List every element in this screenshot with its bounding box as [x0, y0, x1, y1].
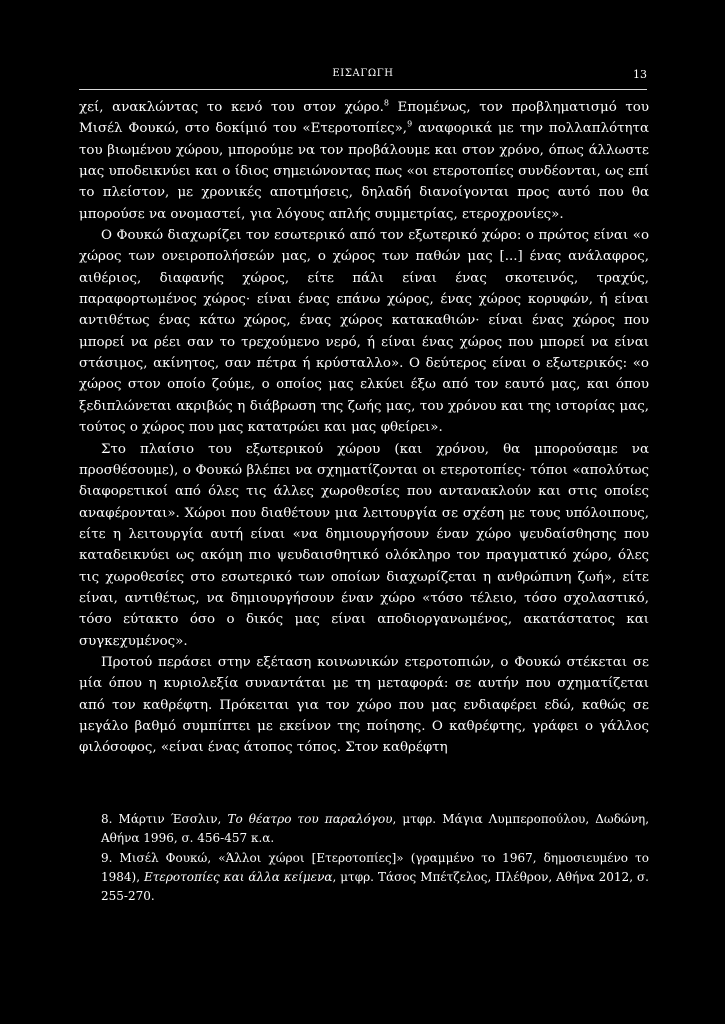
text-run: , μτφρ. Μάγια Λυμπεροπούλου, Δωδώνη, Αθήνα 1996, σ. 456-457 κ.α. [101, 812, 650, 846]
footnote [79, 810, 649, 849]
text-run: Προτού περάσει στην εξέταση κοινωνικών ετεροτοπιών, ο Φουκώ στέκεται σε μία όπου η κυριολεξία συναντάται με τη μεταφορά: σε αυτήν που σχηματίζεται από τον καθρέφτη. Πρόκειται για τον χώρο που μας ενδιαφέρει εδώ, καθώς σε μεγάλο βαθμό συμπίπτει με εκείνον της ποίησης. Ο καθρέφτης, γράφει ο γάλλος φιλόσοφος, «είναι ένας άτοπος τόπος. Στον καθρέφτη [79, 654, 649, 756]
text-run: αναφορικά με την πολλαπλότητα του βιωμένου χώρου, μπορούμε να τον προβάλουμε και στον χρόνο, όπως άλλωστε μας υποδεικνύει και ο ίδιος σημειώνοντας πως «οι ετεροτοπίες συνδέονται, ως επί το πλείστον, με χρονικές αποτμήσεις, δηλαδή διανοίγονται προς αυτό που θα μπορούσε να ονομαστεί, για λόγους απλής συμμετρίας, ετεροχρονίες». [79, 121, 650, 222]
paragraph [79, 97, 649, 225]
italic-title: Ετεροτοπίες και άλλα κείμενα [144, 869, 333, 884]
text-run: , μτφρ. Τάσος Μπέτζελος, Πλέθρον, Αθήνα 2012, σ. 255-270. [101, 869, 649, 904]
footnote-ref: 9 [407, 119, 413, 129]
paragraph [79, 652, 649, 759]
text-run: 8. Μάρτιν Έσσλιν, [101, 812, 228, 826]
body-text [79, 97, 649, 759]
running-title: ΕΙΣΑΓΩΓΗ [332, 68, 394, 79]
text-run: 9. Μισέλ Φουκώ, «Άλλοι χώροι [Ετεροτοπίες]» (γραμμένο το 1967, δημοσιευμένο το 1984), [101, 850, 649, 884]
text-run: Ο Φουκώ διαχωρίζει τον εσωτερικό από τον εξωτερικό χώρο: ο πρώτος είναι «ο χώρος των ονειροπολήσεών μας, ο χώρος των παθών μας [...] ένας ανάλαφρος, αιθέριος, διαφανής χώρος, είτε πάλι είναι ένας σκοτεινός, τραχύς, παραφορτωμένος χώρος· είναι ένας επάνω χώρος, ένας χώρος κορυφών, ή είναι αντιθέτως ένας κάτω χώρος, ένας χώρος κατακαθιών· είναι ένας χώρος που μπορεί να ρέει σαν το τρεχούμενο νερό, ή είναι ένας χώρος που μπορεί να είναι στάσιμος, ακίνητος, σαν πέτρα ή κρύσταλλο». Ο δεύτερος είναι ο εξωτερικός: «ο χώρος στον οποίο ζούμε, ο οποίος μας ελκύει έξω από τον εαυτό μας, και όπου ξεδιπλώνεται ακριβώς η διάβρωση της ζωής μας, του χρόνου και της ιστορίας μας, τούτος ο χώρος που μας κατατρώει και μας φθείρει». [79, 228, 649, 436]
paragraph [79, 439, 649, 652]
italic-title: Το θέατρο του παραλόγου [227, 812, 393, 826]
text-run: Επομένως, τον προβληματισμό του Μισέλ Φουκώ, στο δοκίμιό του «Ετεροτοπίες», [79, 100, 649, 137]
footnote-ref: 8 [383, 98, 389, 108]
paragraph [79, 225, 649, 438]
text-run: χεί, ανακλώντας το κενό του στον χώρο. [79, 100, 384, 115]
footnote [79, 849, 649, 907]
page-header [79, 68, 647, 84]
header-rule [79, 89, 647, 90]
page-number: 13 [633, 68, 647, 81]
footnotes [79, 810, 649, 906]
text-run: Στο πλαίσιο του εξωτερικού χώρου (και χρόνου, θα μπορούσαμε να προσθέσουμε), ο Φουκώ βλέπει να σχηματίζονται οι ετεροτοπίες· τόποι «απολύτως διαφορετικοί από όλες τις άλλες χωροθεσίες που αντανακλούν και στις οποίες αναφέρονται». Χώροι που διαθέτουν μια λειτουργία σε σχέση με τους υπόλοιπους, είτε η λειτουργία αυτή είναι «να δημιουργήσουν έναν χώρο ψευδαίσθησης που καταδεικνύει ως ακόμη πιο ψευδαισθητικό ολόκληρο τον πραγματικό χώρο, όλες τις χωροθεσίες στο εσωτερικό των οποίων διαχωρίζεται η ανθρώπινη ζωή», είτε είναι, αντιθέτως, να δημιουργήσουν έναν χώρο «τόσο τέλειο, τόσο σχολαστικό, τόσο εύτακτο όσο ο δικός μας είναι αποδιοργανωμένος, ακατάστατος και συγκεχυμένος». [79, 441, 649, 649]
